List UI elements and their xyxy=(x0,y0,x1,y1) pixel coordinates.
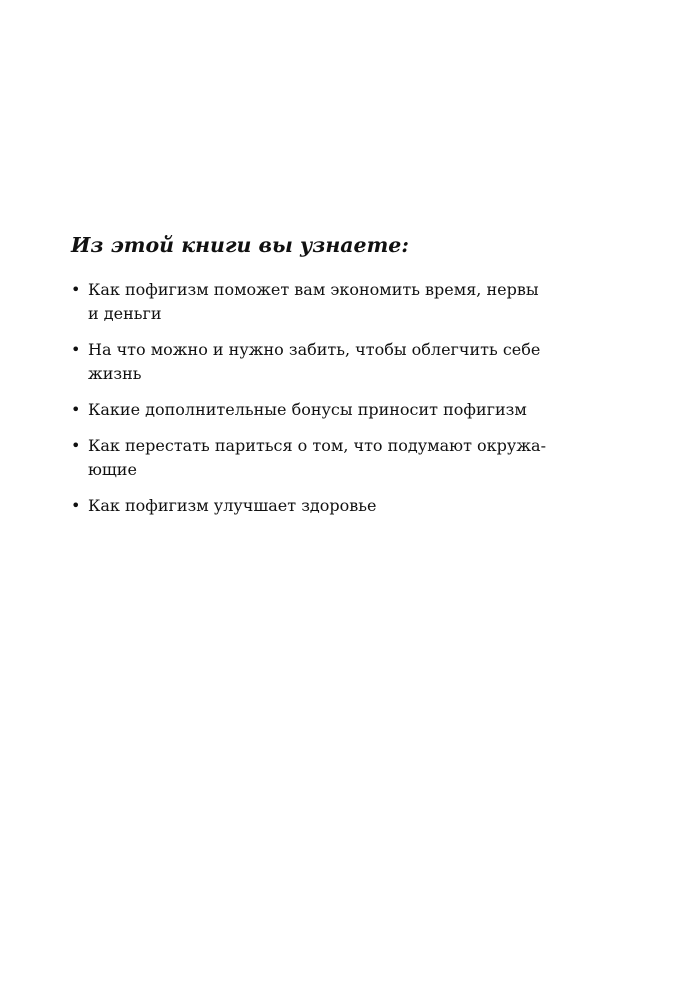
list-item-text: На что можно и нужно забить, чтобы облегчить себе xyxy=(88,340,541,359)
list-item-text: и деньги xyxy=(88,304,162,323)
list-item-text: ющие xyxy=(88,460,137,479)
section-heading: Из этой книги вы узнаете: xyxy=(71,233,409,257)
list-item-text: Как пофигизм поможет вам экономить время, нервы xyxy=(88,280,539,299)
list-item xyxy=(71,338,551,386)
list-item-text: Как перестать париться о том, что подумают окружа- xyxy=(88,436,546,455)
list-item-text: Как пофигизм улучшает здоровье xyxy=(88,496,377,515)
list-item-text: жизнь xyxy=(88,364,142,383)
list-item xyxy=(71,494,551,518)
bullet-icon: • xyxy=(71,400,81,419)
benefits-list xyxy=(71,278,551,530)
list-item xyxy=(71,434,551,482)
bullet-icon: • xyxy=(71,280,81,299)
list-item-text: Какие дополнительные бонусы приносит пофигизм xyxy=(88,400,527,419)
bullet-icon: • xyxy=(71,340,81,359)
bullet-icon: • xyxy=(71,436,81,455)
list-item xyxy=(71,398,551,422)
bullet-icon: • xyxy=(71,496,81,515)
list-item xyxy=(71,278,551,326)
